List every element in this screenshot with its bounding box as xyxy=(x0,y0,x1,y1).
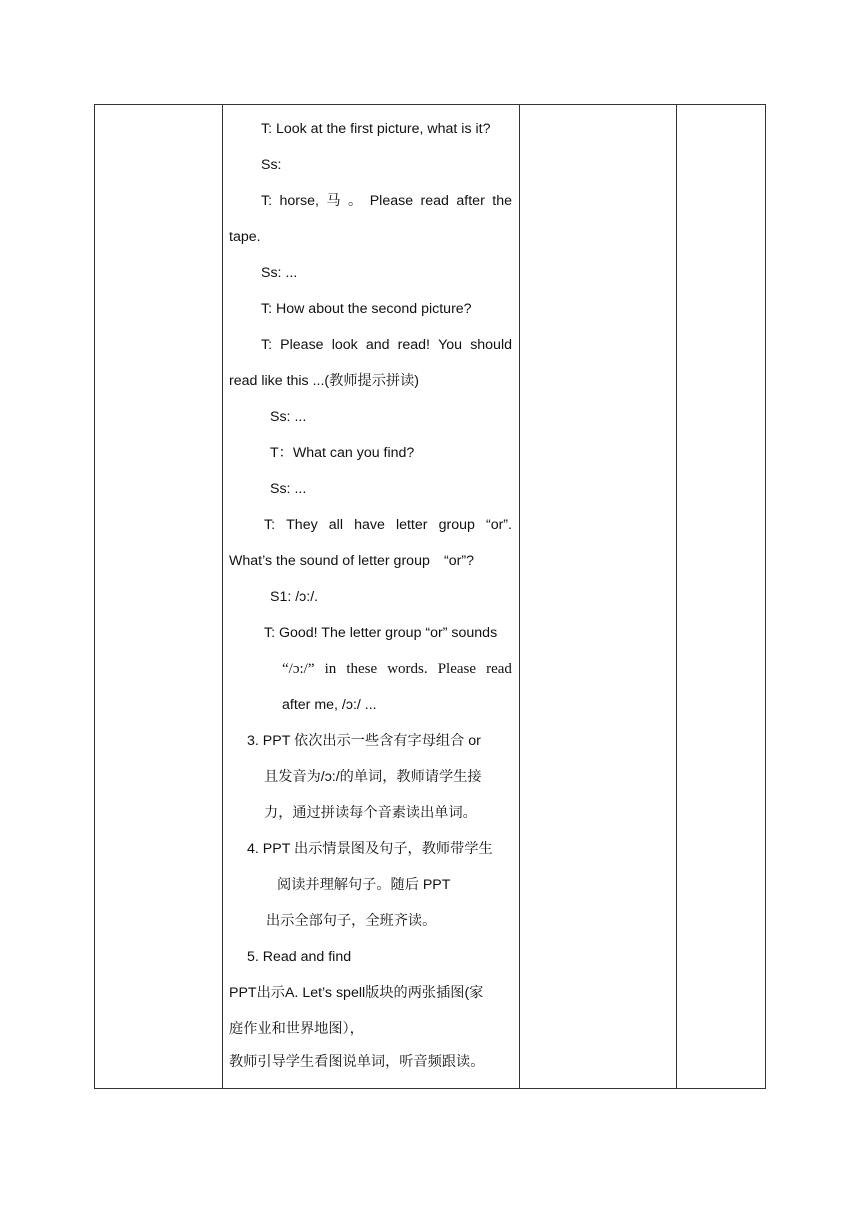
text-line: T：What can you find? xyxy=(270,445,415,461)
text-line: tape. xyxy=(229,229,261,245)
text-line: T: How about the second picture? xyxy=(261,301,472,317)
text-line: PPT出示A. Let’s spell版块的两张插图(家 xyxy=(229,985,484,1001)
text-line: T: horse, 马 。 Please read after the xyxy=(261,193,512,209)
text-line: “/ɔ:/” in these words. Please read xyxy=(282,661,512,677)
text-line: S1: /ɔ:/. xyxy=(270,589,319,605)
text-line: Ss: ... xyxy=(270,409,307,425)
text-line: 教师引导学生看图说单词，听音频跟读。 xyxy=(229,1054,485,1070)
text-line: What’s the sound of letter group “or”? xyxy=(229,553,474,569)
numbered-step-5: 5. Read and find xyxy=(247,949,352,965)
text-line: 阅读并理解句子。随后 PPT xyxy=(277,877,451,893)
text-line: 且发音为/ɔ:/的单词，教师请学生接 xyxy=(264,769,482,785)
column-divider-3 xyxy=(676,105,677,1088)
column-divider-1 xyxy=(222,105,223,1088)
text-line: Ss: xyxy=(261,157,282,173)
text-line: 力，通过拼读每个音素读出单词。 xyxy=(264,805,477,821)
text-line: read like this ...(教师提示拼读) xyxy=(229,373,419,389)
text-line: T: Look at the first picture, what is it? xyxy=(261,121,491,137)
text-line: 庭作业和世界地图）， xyxy=(229,1021,364,1037)
numbered-step-3: 3. PPT 依次出示一些含有字母组合 or xyxy=(247,733,481,749)
text-line: Ss: ... xyxy=(270,481,307,497)
text-line: Ss: ... xyxy=(261,265,298,281)
text-line: T: Good! The letter group “or” sounds xyxy=(264,625,498,641)
text-line: after me, /ɔ:/ ... xyxy=(282,697,377,713)
lesson-table xyxy=(94,104,766,1089)
numbered-step-4: 4. PPT 出示情景图及句子，教师带学生 xyxy=(247,841,493,857)
text-line: 出示全部句子，全班齐读。 xyxy=(266,913,437,929)
text-line: T: They all have letter group “or”. xyxy=(264,517,512,533)
column-divider-2 xyxy=(519,105,520,1088)
text-line: T: Please look and read! You should xyxy=(261,337,512,353)
